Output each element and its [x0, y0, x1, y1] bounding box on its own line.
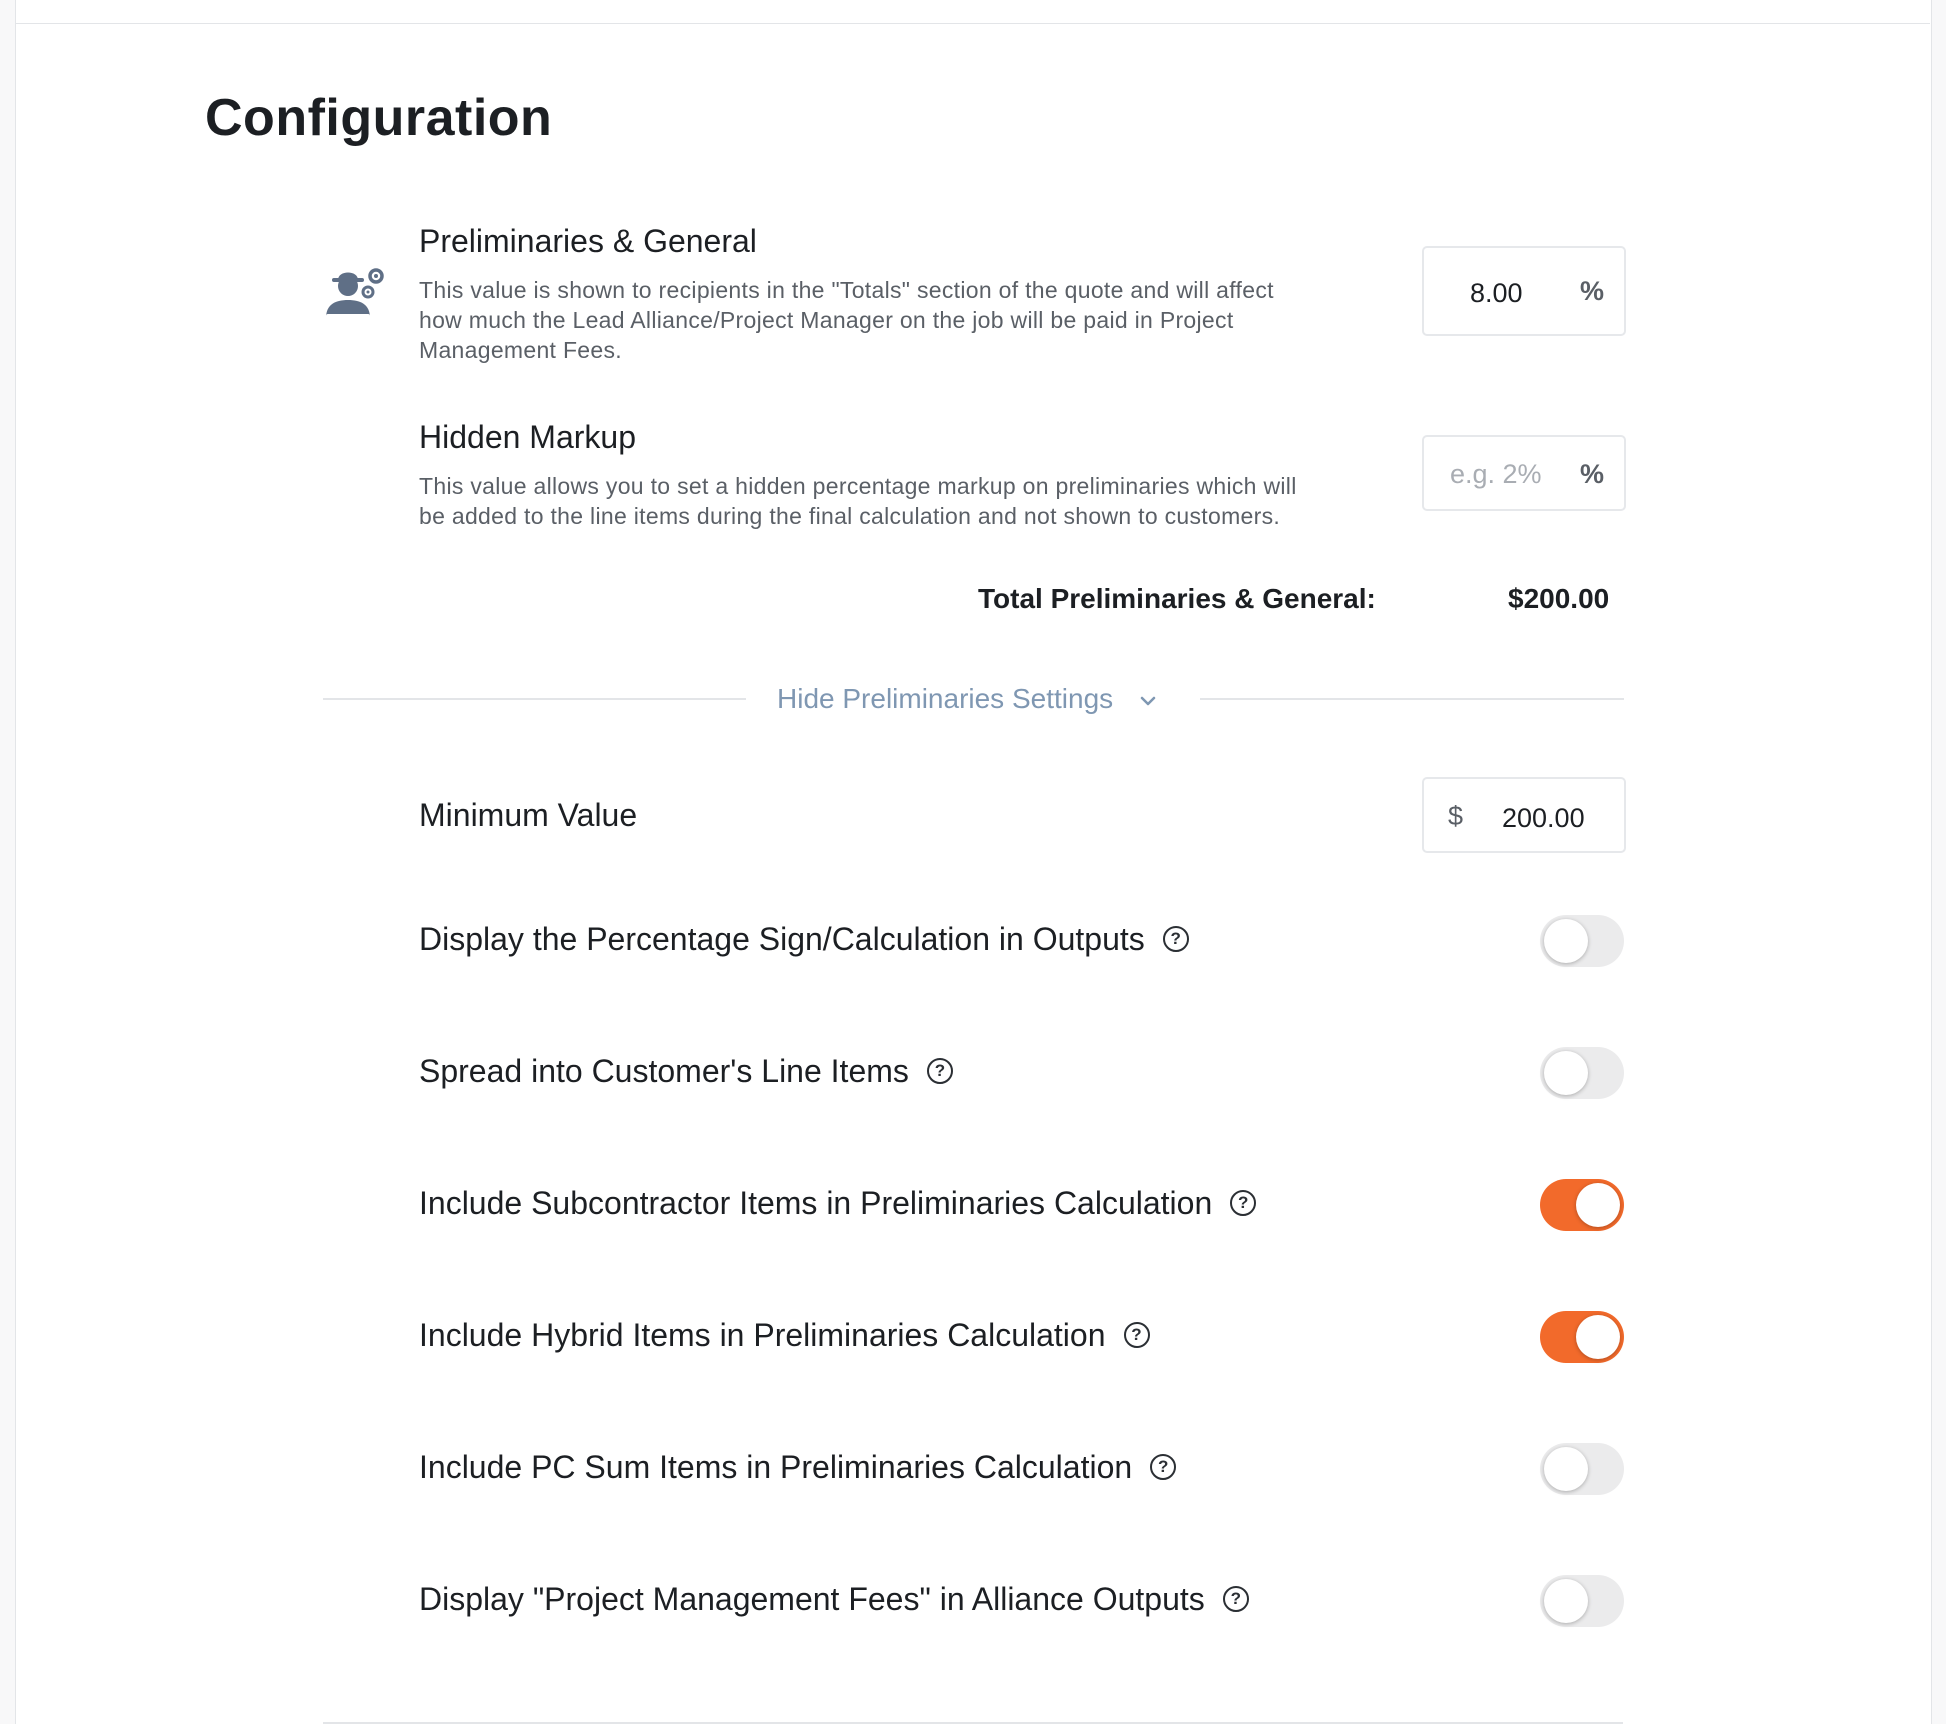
- option-text: Include PC Sum Items in Preliminaries Calculation: [419, 1449, 1133, 1485]
- hide-settings-link[interactable]: [777, 683, 1157, 715]
- option-label-percentage-sign: [419, 921, 1189, 958]
- minimum-value-input[interactable]: [1422, 777, 1626, 853]
- help-icon[interactable]: ?: [927, 1058, 953, 1084]
- markup-percent-input[interactable]: [1422, 435, 1626, 511]
- percent-symbol: %: [1580, 276, 1605, 306]
- toggle-knob: [1576, 1315, 1620, 1359]
- prelims-description-line: This value is shown to recipients in the "Totals" section of the quote and will affect: [419, 277, 1274, 303]
- toggle-subcontractor-items[interactable]: [1540, 1179, 1624, 1231]
- toggle-spread-line-items[interactable]: [1540, 1047, 1624, 1099]
- page-title: Configuration: [205, 89, 553, 147]
- prelims-title: Preliminaries & General: [419, 223, 757, 259]
- total-label: Total Preliminaries & General:: [978, 583, 1376, 614]
- toggle-knob: [1544, 1051, 1588, 1095]
- toggle-knob: [1576, 1183, 1620, 1227]
- option-text: Display "Project Management Fees" in Alliance Outputs: [419, 1581, 1205, 1617]
- top-divider: [15, 23, 1930, 24]
- percent-symbol: %: [1580, 459, 1605, 489]
- option-label-subcontractor-items: [419, 1185, 1256, 1222]
- toggle-pc-sum-items[interactable]: [1540, 1443, 1624, 1495]
- toggle-knob: [1544, 1579, 1588, 1623]
- prelims-percent-value[interactable]: 8.00: [1470, 278, 1523, 308]
- option-text: Display the Percentage Sign/Calculation in Outputs: [419, 921, 1145, 957]
- toggle-project-management-fees[interactable]: [1540, 1575, 1624, 1627]
- prelims-description-line: Management Fees.: [419, 337, 622, 363]
- toggle-hybrid-items[interactable]: [1540, 1311, 1624, 1363]
- prelims-description: [419, 275, 1379, 365]
- markup-title: Hidden Markup: [419, 419, 636, 455]
- help-icon[interactable]: ?: [1230, 1190, 1256, 1216]
- toggle-knob: [1544, 1447, 1588, 1491]
- option-label-spread-line-items: [419, 1053, 953, 1090]
- toggle-knob: [1544, 919, 1588, 963]
- option-text: Include Subcontractor Items in Preliminaries Calculation: [419, 1185, 1213, 1221]
- hide-settings-label[interactable]: Hide Preliminaries Settings: [777, 683, 1114, 714]
- help-icon[interactable]: ?: [1124, 1322, 1150, 1348]
- prelims-percent-input[interactable]: [1422, 246, 1626, 336]
- markup-description-line: be added to the line items during the final calculation and not shown to customers.: [419, 503, 1281, 529]
- toggle-percentage-sign[interactable]: [1540, 915, 1624, 967]
- markup-description-line: This value allows you to set a hidden percentage markup on preliminaries which will: [419, 473, 1297, 499]
- dollar-symbol: $: [1448, 801, 1464, 831]
- minimum-value-amount[interactable]: 200.00: [1502, 803, 1585, 833]
- markup-description: [419, 471, 1399, 531]
- divider-right: [1200, 698, 1624, 700]
- help-icon[interactable]: ?: [1163, 926, 1189, 952]
- worker-settings-icon: [322, 266, 388, 322]
- option-text: Spread into Customer's Line Items: [419, 1053, 909, 1089]
- option-text: Include Hybrid Items in Preliminaries Calculation: [419, 1317, 1106, 1353]
- markup-placeholder[interactable]: e.g. 2%: [1450, 459, 1542, 489]
- divider-left: [323, 698, 746, 700]
- help-icon[interactable]: ?: [1223, 1586, 1249, 1612]
- option-label-pc-sum-items: [419, 1449, 1176, 1486]
- total-value: $200.00: [1508, 583, 1610, 614]
- prelims-description-line: how much the Lead Alliance/Project Manager on the job will be paid in Project: [419, 307, 1234, 333]
- chevron-down-icon[interactable]: [1139, 695, 1157, 707]
- minimum-value-label: Minimum Value: [419, 797, 638, 833]
- help-icon[interactable]: ?: [1150, 1454, 1176, 1480]
- option-label-project-management-fees: [419, 1581, 1249, 1618]
- option-label-hybrid-items: [419, 1317, 1150, 1354]
